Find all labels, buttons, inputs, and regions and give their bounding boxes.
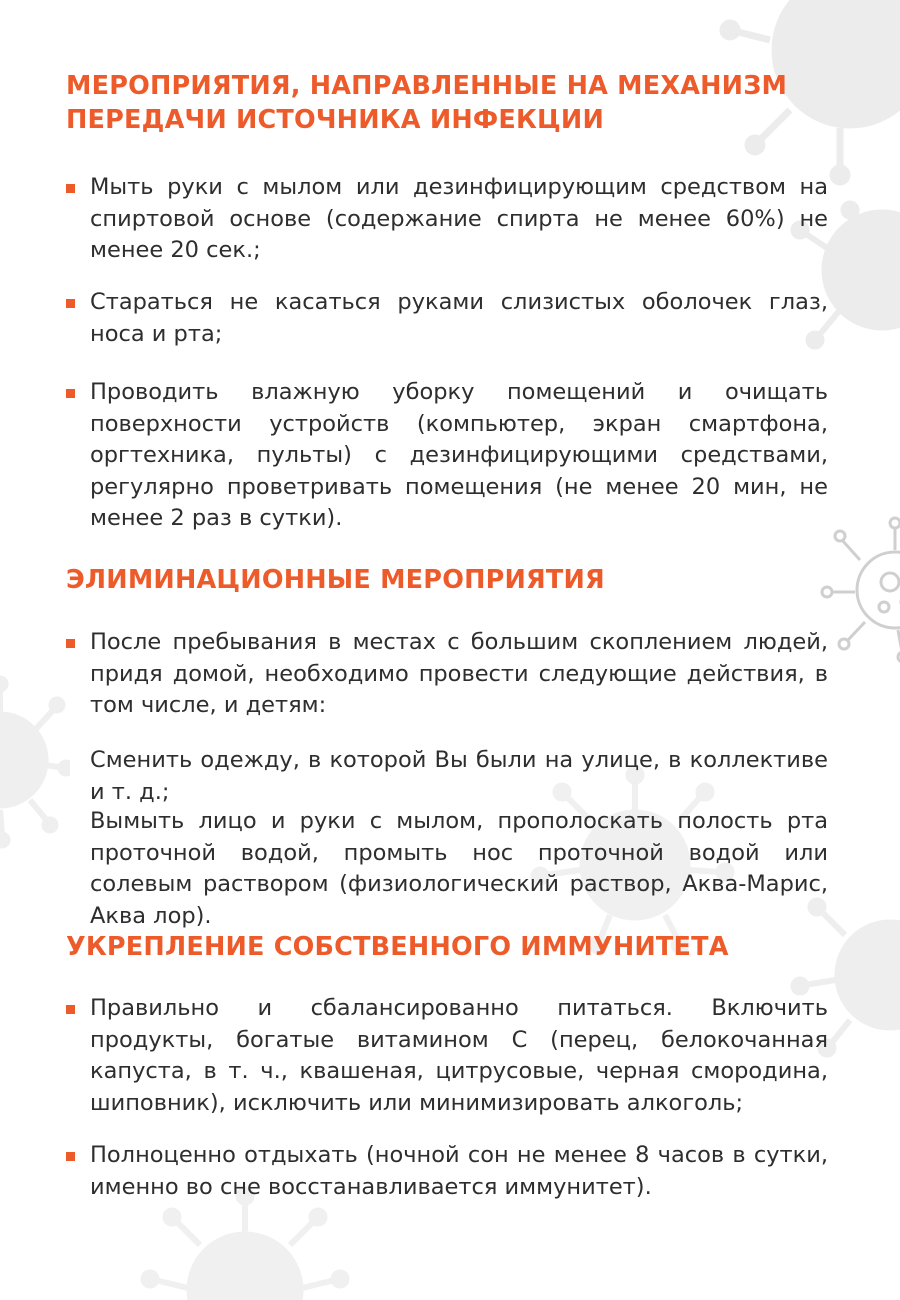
section-heading-line-2: ПЕРЕДАЧИ ИСТОЧНИКА ИНФЕКЦИИ — [66, 105, 604, 135]
section-heading-immunity: УКРЕПЛЕНИЕ СОБСТВЕННОГО ИММУНИТЕТА — [66, 932, 729, 962]
list-item — [66, 377, 828, 535]
list-item-text: Мыть руки с мылом или дезинфицирующим средством на спиртовой основе (содержание спирта не менее 60%) не менее 20 сек.; — [90, 174, 828, 263]
bullet-square-icon — [66, 389, 75, 398]
bullet-square-icon — [66, 184, 75, 193]
section-heading-line-1: МЕРОПРИЯТИЯ, НАПРАВЛЕННЫЕ НА МЕХАНИЗМ — [66, 71, 788, 101]
section-heading-elimination: ЭЛИМИНАЦИОННЫЕ МЕРОПРИЯТИЯ — [66, 565, 605, 595]
bullet-square-icon — [66, 299, 75, 308]
list-item — [66, 993, 828, 1119]
list-item-text: Полноценно отдыхать (ночной сон не менее 8 часов в сутки, именно во сне восстанавливается иммунитет). — [90, 1142, 828, 1200]
list-item — [66, 627, 828, 722]
list-item — [66, 1140, 828, 1203]
list-item-text: Проводить влажную уборку помещений и очищать поверхности устройств (компьютер, экран смартфона, оргтехника, пульты) с дезинфицирующими средствами, регулярно проветривать помещения (не менее 20 мин, не менее 2 раз в сутки). — [90, 379, 828, 531]
list-item — [66, 172, 828, 267]
sub-item-text: Сменить одежду, в которой Вы были на улице, в коллективе и т. д.; — [90, 747, 828, 805]
section-heading-transmission — [66, 69, 787, 137]
bullet-square-icon — [66, 1152, 75, 1161]
sub-item-text: Вымыть лицо и руки с мылом, прополоскать полость рта проточной водой, промыть нос проточной водой или солевым раствором (физиологический раствор, Аква-Марис, Аква лор). — [90, 808, 828, 929]
bullet-square-icon — [66, 639, 75, 648]
bullet-square-icon — [66, 1005, 75, 1014]
list-item — [66, 287, 828, 350]
list-item-text: После пребывания в местах с большим скоплением людей, придя домой, необходимо провести следующие действия, в том числе, и детям: — [90, 629, 828, 718]
list-item-text: Стараться не касаться руками слизистых оболочек глаз, носа и рта; — [90, 289, 828, 347]
list-item-text: Правильно и сбалансированно питаться. Включить продукты, богатые витамином С (перец, белокочанная капуста, в т. ч., квашеная, цитрусовые, черная смородина, шиповник), исключить или минимизировать алкоголь; — [90, 995, 828, 1116]
